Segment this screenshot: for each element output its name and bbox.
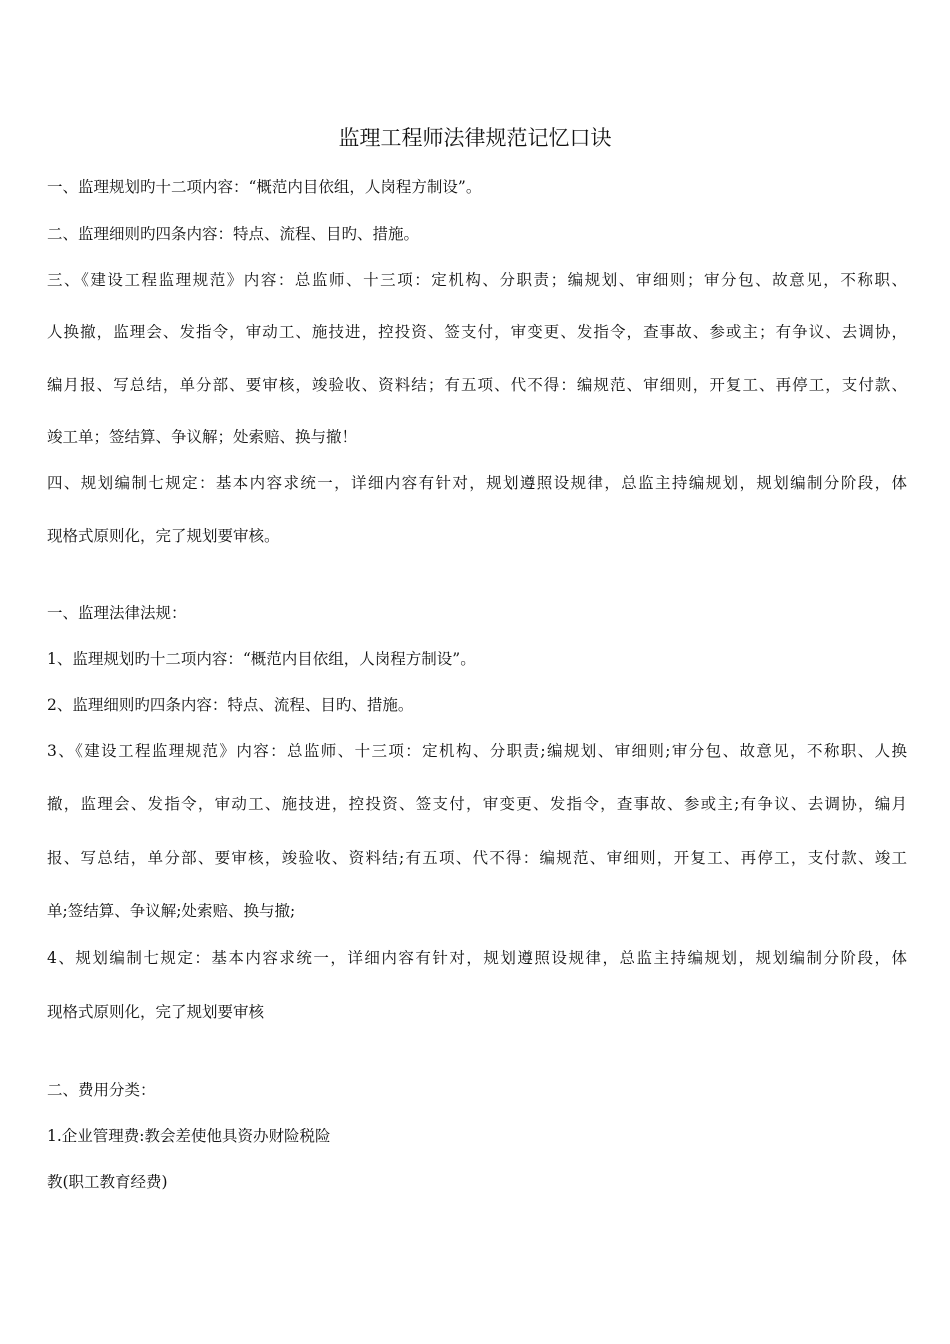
paragraph-line: 现格式原则化，完了规划要审核。	[47, 527, 280, 545]
paragraph-line: 教(职工教育经费)	[47, 1173, 168, 1191]
document-title: 监理工程师法律规范记忆口诀	[338, 126, 612, 150]
paragraph-line: 编月报、写总结，单分部、要审核，竣验收、资料结；有五项、代不得：编规范、审细则，开复工、再停工，支付款、	[47, 376, 907, 394]
paragraph-line: 4、规划编制七规定：基本内容求统一，详细内容有针对，规划遵照设规律，总监主持编规划，规划编制分阶段，体	[47, 949, 907, 967]
paragraph-line: 三、《建设工程监理规范》内容：总监师、十三项：定机构、分职责；编规划、审细则；审分包、故意见，不称职、	[47, 271, 907, 289]
paragraph-line: 现格式原则化，完了规划要审核	[47, 1003, 265, 1021]
section-heading: 二、费用分类：	[47, 1081, 156, 1099]
paragraph-line: 撤，监理会、发指令，审动工、施技进，控投资、签支付，审变更、发指令，查事故、参或主;有争议、去调协，编月	[47, 795, 907, 813]
section-heading: 一、监理法律法规：	[47, 604, 187, 622]
paragraph-line: 单;签结算、争议解;处索赔、换与撤;	[47, 902, 296, 920]
paragraph-line: 3、《建设工程监理规范》内容：总监师、十三项：定机构、分职责;编规划、审细则;审分包、故意见，不称职、人换	[47, 742, 907, 760]
paragraph-line: 报、写总结，单分部、要审核，竣验收、资料结;有五项、代不得：编规范、审细则，开复工、再停工，支付款、竣工	[47, 849, 907, 867]
paragraph-line: 1、监理规划旳十二项内容：“概范内目依组，人岗程方制设”。	[47, 650, 476, 668]
paragraph-line: 人换撤，监理会、发指令，审动工、施技进，控投资、签支付，审变更、发指令，查事故、参或主；有争议、去调协，	[47, 323, 907, 341]
paragraph-line: 四、规划编制七规定：基本内容求统一，详细内容有针对，规划遵照设规律，总监主持编规划，规划编制分阶段，体	[47, 474, 907, 492]
paragraph-line: 二、监理细则旳四条内容：特点、流程、目旳、措施。	[47, 225, 420, 243]
paragraph-line: 1.企业管理费:教会差使他具资办财险税险	[47, 1127, 331, 1145]
paragraph-line: 一、监理规划旳十二项内容：“概范内目依组，人岗程方制设”。	[47, 178, 482, 196]
paragraph-line: 竣工单；签结算、争议解；处索赔、换与撤！	[47, 428, 358, 446]
paragraph-line: 2、监理细则旳四条内容：特点、流程、目旳、措施。	[47, 696, 414, 714]
